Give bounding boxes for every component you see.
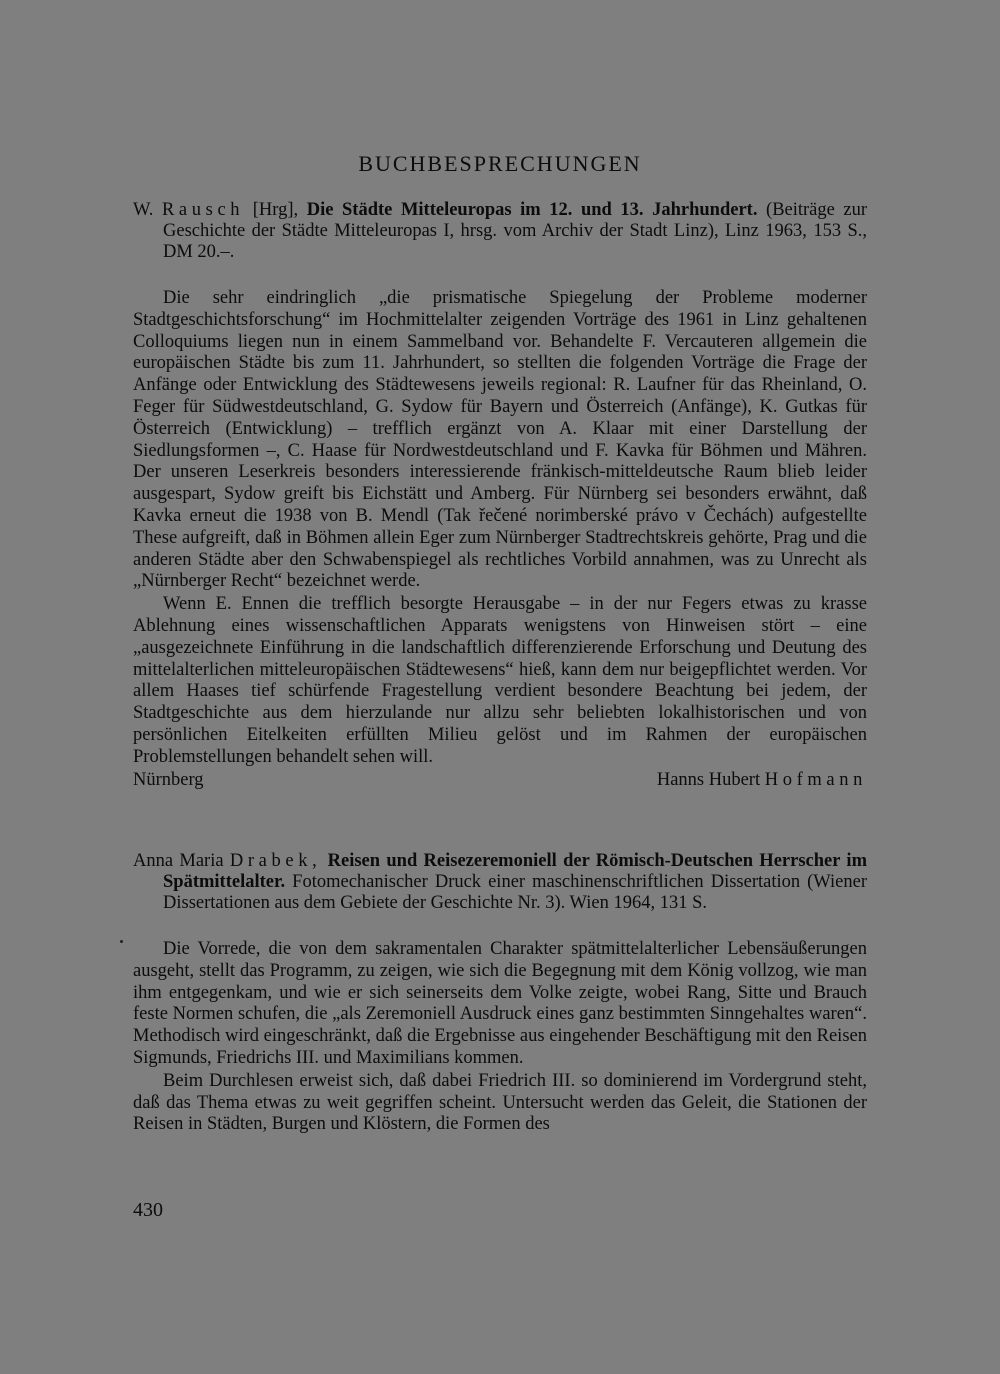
reviewer-name xyxy=(657,769,867,791)
review-place: Nürnberg xyxy=(133,769,204,790)
reviewer-surname: Hofmann xyxy=(764,769,867,790)
review-paragraph: Die Vorrede, die von dem sakramentalen Charakter spätmittelalterlicher Lebensäußerungen ausgeht, stellt das Programm, zu zeigen, wie sich die Begegnung mit dem König vollzog, wie man ihm entgegenkam, und wie er sich seinerseits dem Volke zeigte, wobei Rang, Sitte und Brauch feste Normen schufen, die „als Zeremoniell Ausdruck eines ganz bestimmten Sinngehaltes waren“. Methodisch wird eingeschränkt, daß die Ergebnisse aus eingehender Beschäftigung mit den Reisen Sigmunds, Friedrichs III. und Maximilians kommen. xyxy=(133,939,867,1068)
review-1 xyxy=(133,200,867,791)
review-paragraph: Wenn E. Ennen die trefflich besorgte Herausgabe – in der nur Fegers etwas zu krasse Ablehnung eines wissenschaftlichen Apparats wenigstens von Hinweisen stört – eine „ausgezeichnete Einführung in die landschaftlich differenzierende Erforschung und Deutung des mittelalterlichen mitteleuropäischen Städtewesens“ hieß, kann dem nur beigepflichtet werden. Vor allem Haases tief schürfende Fragestellung verdient besondere Beachtung bei jedem, der Stadtgeschichte aus dem hierzulande nur allzu sehr beliebten lokalhistorischen und von persönlichen Eitelkeiten erfüllten Milieu gelöst und im Rahmen der europäischen Problemstellungen behandelt sehen will. xyxy=(133,594,867,767)
publication-details: (Beiträge zur Geschichte der Städte Mitteleuropas I, hrsg. vom Archiv der Stadt Linz), Linz 1963, 153 S., DM 20.–. xyxy=(163,200,868,262)
book-title: Reisen und Reisezeremoniell der Römisch-Deutschen Herrscher im Spätmittelalter. xyxy=(163,851,867,892)
review-2-citation xyxy=(133,851,867,914)
author-initial: W. xyxy=(133,200,154,220)
publication-details: Fotomechanischer Druck einer maschinenschriftlichen Dissertation (Wiener Dissertationen aus dem Gebiete der Geschichte Nr. 3). Wien 1964, 131 S. xyxy=(163,872,868,913)
review-2 xyxy=(133,851,867,1136)
author-first-name: Anna Maria xyxy=(133,851,224,871)
editor-note: [Hrg], xyxy=(252,200,299,220)
author-surname: Drabek, xyxy=(229,851,322,871)
review-paragraph: Beim Durchlesen erweist sich, daß dabei Friedrich III. so dominierend im Vordergrund steht, daß das Thema etwas zu weit gegriffen scheint. Untersucht werden das Geleit, die Stationen der Reisen in Städten, Burgen und Klöstern, die Formen des xyxy=(133,1070,867,1135)
book-title: Die Städte Mitteleuropas im 12. und 13. Jahrhundert. xyxy=(306,200,758,220)
section-heading: BUCHBESPRECHUNGEN xyxy=(358,151,642,176)
page-number: 430 xyxy=(133,1199,163,1221)
review-1-citation xyxy=(133,200,867,263)
author-surname: Rausch xyxy=(161,200,245,220)
review-signature xyxy=(133,769,867,791)
reviewer-first-name: Hanns Hubert xyxy=(656,769,761,790)
print-speck xyxy=(120,940,123,943)
review-paragraph: Die sehr eindringlich „die prismatische Spiegelung der Probleme moderner Stadtgeschichtsforschung“ im Hochmittelalter zeigenden Vorträge des 1961 in Linz gehaltenen Colloquiums liegen nun in einem Sammelband vor. Behandelte F. Vercauteren allgemein die europäischen Städte bis zum 11. Jahrhundert, so stellten die folgenden Vorträge die Frage der Anfänge oder Entwicklung des Städtewesens jeweils regional: R. Laufner für das Rheinland, O. Feger für Südwestdeutschland, G. Sydow für Bayern und Österreich (Anfänge), K. Gutkas für Österreich (Entwicklung) – trefflich ergänzt von A. Klaar mit einer Darstellung der Siedlungsformen –, C. Haase für Nordwestdeutschland und F. Kavka für Böhmen und Mähren. Der unseren Leserkreis besonders interessierende fränkisch-mitteldeutsche Raum blieb leider ausgespart, Sydow greift bis Eichstätt und Amberg. Für Nürnberg sei besonders erwähnt, daß Kavka erneut die 1938 von B. Mendl (Tak řečené norimberské právo v Čechách) aufgestellte These aufgreift, daß in Böhmen allein Eger zum Nürnberger Stadtrechtskreis gehörte, Prag und die anderen Städte aber den Schwabenspiegel als rechtliches Vorbild annahmen, was zu Unrecht als „Nürnberger Recht“ bezeichnet werde. xyxy=(133,288,867,592)
